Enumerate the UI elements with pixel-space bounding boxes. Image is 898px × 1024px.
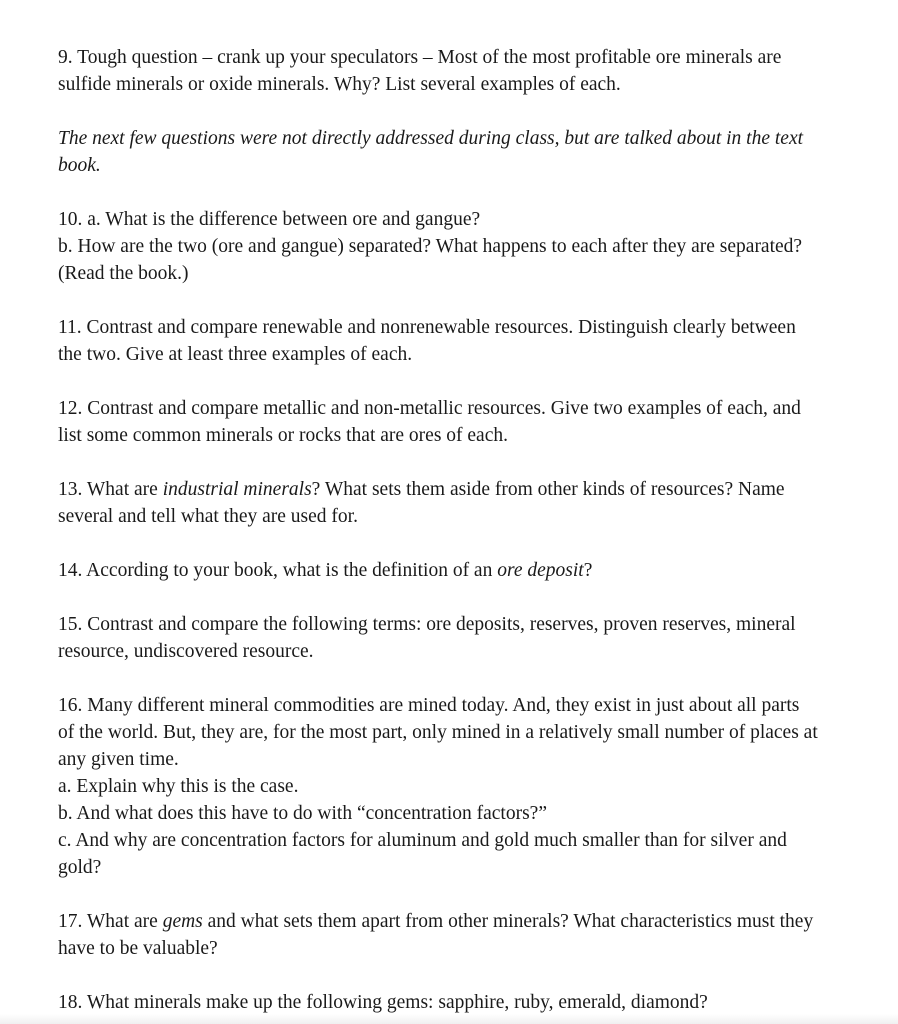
paragraph-gap xyxy=(58,449,896,476)
question-14-line-1 xyxy=(58,557,896,584)
paragraph-gap xyxy=(58,368,896,395)
question-13 xyxy=(58,476,896,530)
question-10-line-2: b. How are the two (ore and gangue) separated? What happens to each after they are separated? xyxy=(58,236,803,257)
question-14 xyxy=(58,557,896,584)
question-13-line-1 xyxy=(58,476,896,503)
question-12 xyxy=(58,395,896,449)
paragraph-gap xyxy=(58,287,896,314)
question-14-text-post: ? xyxy=(583,560,593,581)
paragraph-gap xyxy=(58,530,896,557)
question-15-line-2: resource, undiscovered resource. xyxy=(58,641,314,662)
page-bottom-edge xyxy=(0,1014,898,1024)
question-11-line-2: the two. Give at least three examples of each. xyxy=(58,344,413,365)
paragraph-gap xyxy=(58,584,896,611)
question-17-line-2: have to be valuable? xyxy=(58,938,218,959)
textbook-note xyxy=(58,125,896,179)
question-14-text-pre: 14. According to your book, what is the definition of an xyxy=(58,560,498,581)
question-16-line-5: b. And what does this have to do with “concentration factors?” xyxy=(58,803,547,824)
question-9 xyxy=(58,44,896,98)
question-9-line-2: sulfide minerals or oxide minerals. Why? List several examples of each. xyxy=(58,74,621,95)
question-13-term: industrial minerals xyxy=(162,479,312,500)
question-10-line-3: (Read the book.) xyxy=(58,263,189,284)
question-17 xyxy=(58,908,896,962)
paragraph-gap xyxy=(58,962,896,989)
paragraph-gap xyxy=(58,881,896,908)
paragraph-gap xyxy=(58,98,896,125)
question-16-line-1: 16. Many different mineral commodities are mined today. And, they exist in just about all parts xyxy=(58,695,800,716)
question-16-line-6: c. And why are concentration factors for aluminum and gold much smaller than for silver and xyxy=(58,830,787,851)
question-17-text-pre: 17. What are xyxy=(58,911,163,932)
question-10 xyxy=(58,206,896,287)
question-16-line-7: gold? xyxy=(58,857,102,878)
textbook-note-line-1: The next few questions were not directly addressed during class, but are talked about in the text xyxy=(58,128,804,149)
question-18-line-1: 18. What minerals make up the following gems: sapphire, ruby, emerald, diamond? xyxy=(58,992,708,1013)
question-12-line-2: list some common minerals or rocks that are ores of each. xyxy=(58,425,508,446)
question-17-text-post: and what sets them apart from other minerals? What characteristics must they xyxy=(202,911,814,932)
question-12-line-1: 12. Contrast and compare metallic and non-metallic resources. Give two examples of each, and xyxy=(58,398,801,419)
question-17-line-1 xyxy=(58,908,896,935)
question-16-line-4: a. Explain why this is the case. xyxy=(58,776,299,797)
question-15-line-1: 15. Contrast and compare the following terms: ore deposits, reserves, proven reserves, mineral xyxy=(58,614,796,635)
question-15 xyxy=(58,611,896,665)
question-16-line-3: any given time. xyxy=(58,749,179,770)
question-9-line-1: 9. Tough question – crank up your speculators – Most of the most profitable ore minerals are xyxy=(58,47,782,68)
paragraph-gap xyxy=(58,179,896,206)
question-16 xyxy=(58,692,896,881)
question-11-line-1: 11. Contrast and compare renewable and nonrenewable resources. Distinguish clearly between xyxy=(58,317,796,338)
question-13-text-pre: 13. What are xyxy=(58,479,163,500)
question-13-text-post: ? What sets them aside from other kinds of resources? Name xyxy=(311,479,785,500)
question-14-term: ore deposit xyxy=(497,560,584,581)
question-16-line-2: of the world. But, they are, for the most part, only mined in a relatively small number of places at xyxy=(58,722,818,743)
question-18 xyxy=(58,989,896,1016)
textbook-note-line-2: book. xyxy=(58,155,101,176)
paragraph-gap xyxy=(58,665,896,692)
question-10-line-1: 10. a. What is the difference between ore and gangue? xyxy=(58,209,481,230)
question-11 xyxy=(58,314,896,368)
question-13-line-2: several and tell what they are used for. xyxy=(58,506,358,527)
document-page xyxy=(58,44,896,1016)
question-17-term: gems xyxy=(162,911,203,932)
